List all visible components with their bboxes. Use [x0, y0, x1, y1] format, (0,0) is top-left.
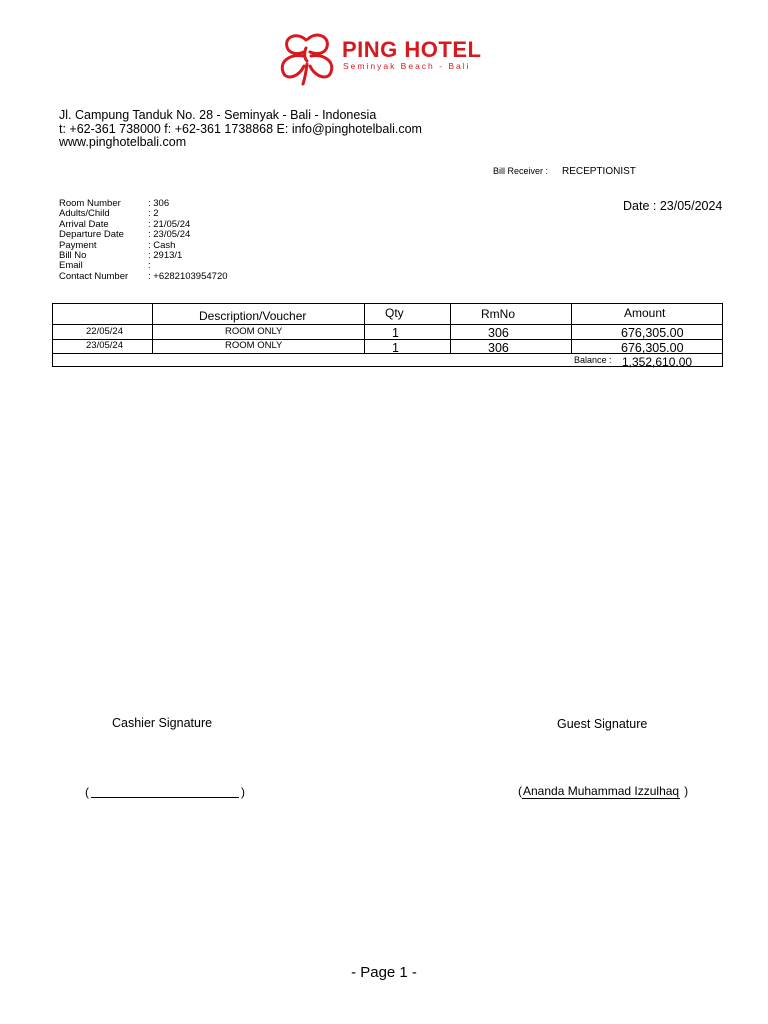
row-1-date: 22/05/24 — [86, 326, 123, 337]
table-divider — [450, 304, 451, 354]
row-2-qty: 1 — [392, 341, 399, 355]
bill-no-value: : 2913/1 — [148, 250, 183, 262]
guest-name: Ananda Muhammad Izzulhaq — [523, 784, 680, 798]
balance-value: 1,352,610.00 — [622, 355, 693, 369]
bill-no-label: Bill No — [59, 250, 87, 262]
guest-info-values — [148, 199, 228, 282]
contact-number-label: Contact Number — [59, 270, 129, 282]
close-paren: ) — [241, 785, 245, 799]
header-rmno: RmNo — [481, 307, 516, 321]
table-divider — [53, 324, 722, 325]
row-2-date: 23/05/24 — [86, 340, 123, 351]
hotel-contact: t: +62-361 738000 f: +62-361 1738868 E: info@pinghotelbali.com — [59, 122, 422, 136]
departure-date-value: : 23/05/24 — [148, 229, 191, 241]
hotel-website: www.pinghotelbali.com — [59, 135, 187, 149]
balance-label: Balance : — [574, 355, 612, 365]
open-paren: ( — [85, 785, 89, 799]
bill-date: Date : 23/05/2024 — [623, 199, 723, 213]
table-divider — [152, 304, 153, 354]
guest-signature-field — [518, 784, 688, 799]
payment-value: : Cash — [148, 239, 176, 251]
flower-icon — [282, 35, 331, 84]
departure-date-label: Departure Date — [59, 229, 124, 241]
page-number: - Page 1 - — [351, 964, 417, 981]
cashier-signature-field — [85, 785, 245, 799]
svg-text:Seminyak Beach - Bali: Seminyak Beach - Bali — [343, 61, 471, 71]
signature-blank-line — [91, 797, 239, 798]
email-label: Email — [59, 260, 83, 272]
row-2-description: ROOM ONLY — [225, 340, 283, 351]
email-value: : — [148, 260, 151, 272]
bill-receiver-value: RECEPTIONIST — [562, 166, 636, 177]
bill-receiver-label: Bill Receiver : — [493, 166, 549, 176]
room-number-value: : 306 — [148, 198, 170, 209]
row-2-rmno: 306 — [488, 341, 509, 355]
svg-text:PING HOTEL: PING HOTEL — [342, 37, 482, 62]
close-paren: ) — [684, 784, 689, 798]
payment-label: Payment — [59, 239, 97, 251]
header-description: Description/Voucher — [199, 309, 307, 323]
room-number-label: Room Number — [59, 198, 121, 209]
guest-info-labels — [59, 199, 128, 282]
hotel-address: Jl. Campung Tanduk No. 28 - Seminyak - Bali - Indonesia — [59, 108, 377, 122]
open-paren: ( — [518, 784, 522, 798]
arrival-date-value: : 21/05/24 — [148, 218, 191, 230]
arrival-date-label: Arrival Date — [59, 218, 109, 230]
row-2-amount: 676,305.00 — [621, 341, 684, 355]
adults-child-value: : 2 — [148, 208, 159, 220]
table-divider — [364, 304, 365, 354]
row-1-rmno: 306 — [488, 326, 509, 340]
ping-hotel-logo — [270, 30, 520, 90]
table-divider — [571, 304, 572, 354]
cashier-signature-label: Cashier Signature — [112, 716, 213, 730]
header-qty: Qty — [385, 306, 404, 320]
contact-number-value: : +6282103954720 — [148, 270, 228, 282]
row-1-description: ROOM ONLY — [225, 326, 283, 337]
guest-signature-label: Guest Signature — [557, 717, 648, 731]
row-1-qty: 1 — [392, 326, 399, 340]
header-amount: Amount — [624, 306, 666, 320]
bill-table — [52, 303, 723, 367]
row-1-amount: 676,305.00 — [621, 326, 684, 340]
adults-child-label: Adults/Child — [59, 208, 110, 220]
